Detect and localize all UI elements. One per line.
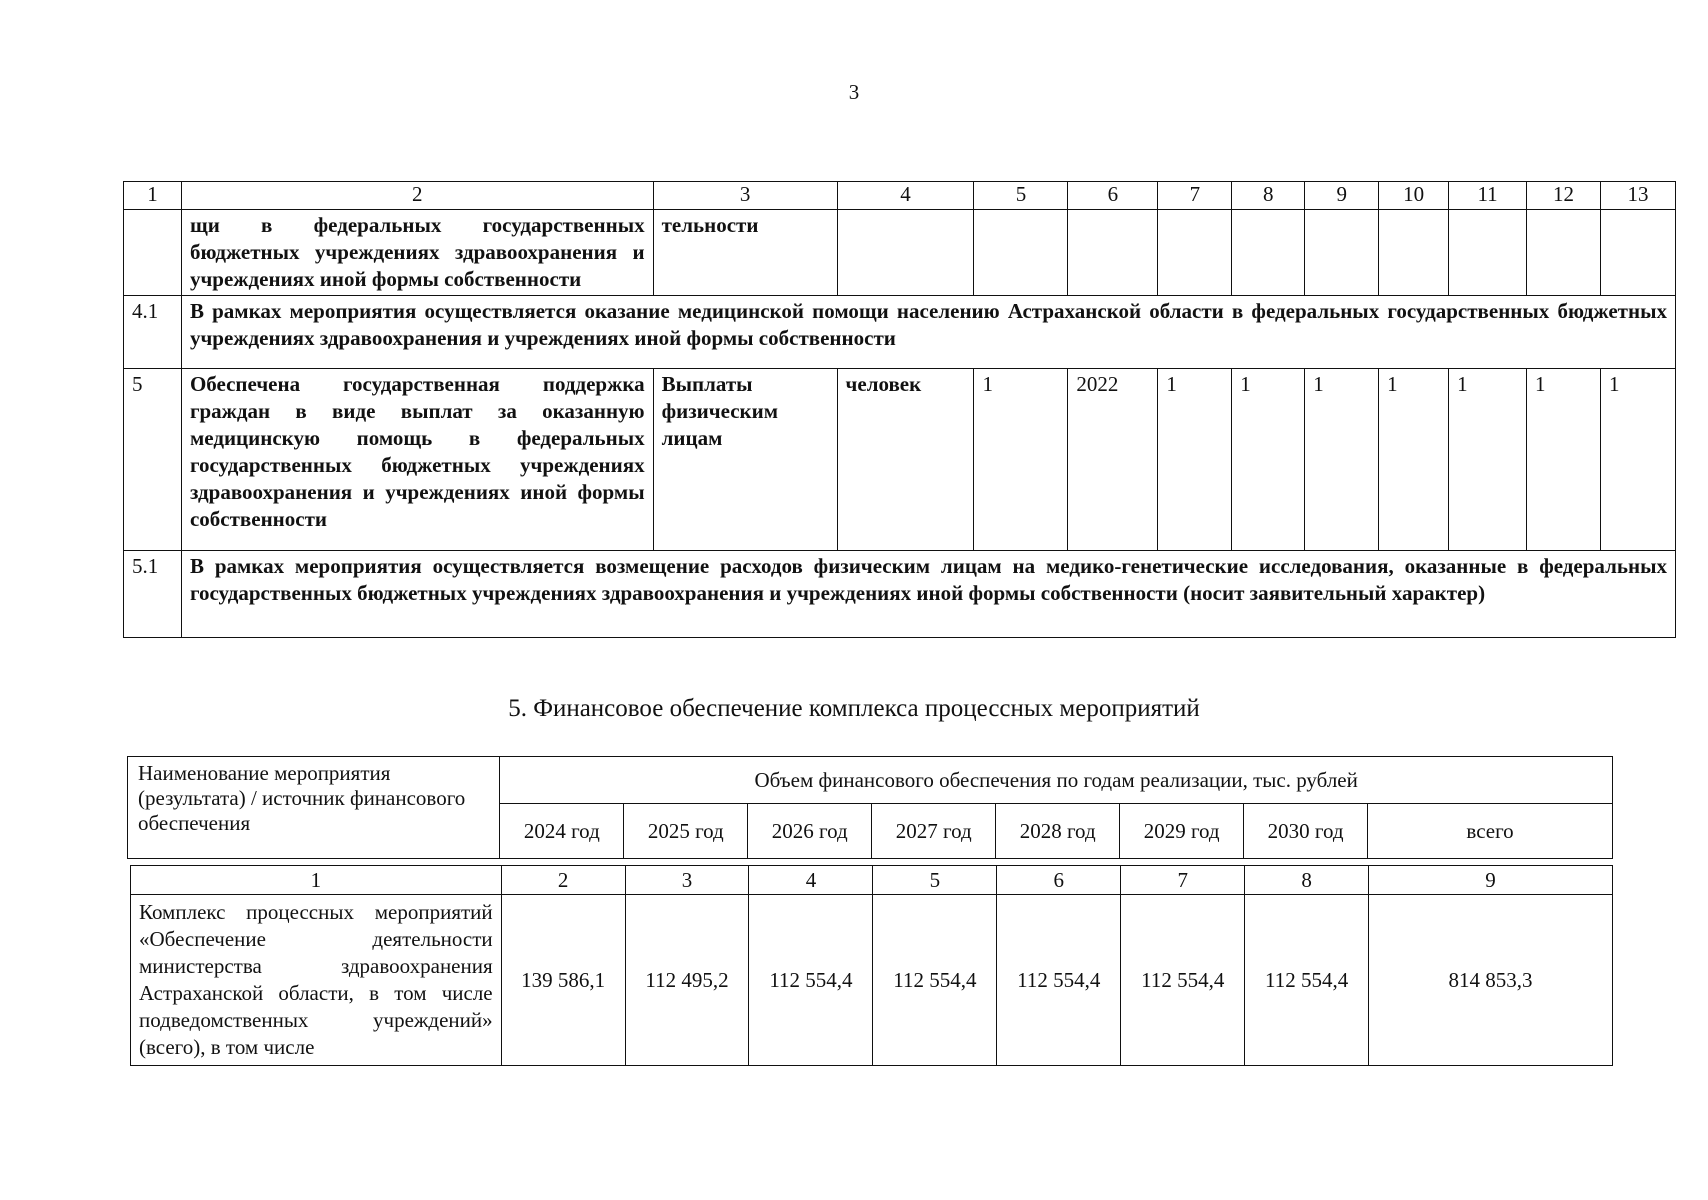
column-number: 9 xyxy=(1369,866,1613,895)
year-header: 2027 год xyxy=(872,804,996,859)
column-number: 8 xyxy=(1232,182,1305,210)
column-number: 3 xyxy=(625,866,749,895)
column-number: 4 xyxy=(837,182,974,210)
year-header: 2030 год xyxy=(1244,804,1368,859)
column-number: 13 xyxy=(1600,182,1675,210)
table-row xyxy=(124,369,1676,551)
amount-cell: 112 554,4 xyxy=(873,895,997,1066)
column-number: 3 xyxy=(653,182,837,210)
column-number: 4 xyxy=(749,866,873,895)
year-header: 2025 год xyxy=(624,804,748,859)
table-row xyxy=(124,296,1676,369)
column-number: 10 xyxy=(1379,182,1449,210)
base-value: 1 xyxy=(974,369,1068,551)
section-title: 5. Финансовое обеспечение комплекса процессных мероприятий xyxy=(508,695,1200,722)
financing-header-table xyxy=(127,756,1613,859)
result-type: Выплаты физическим лицам xyxy=(653,369,837,551)
column-number: 6 xyxy=(1068,182,1158,210)
amount-cell: 112 554,4 xyxy=(997,895,1121,1066)
indicators-table-continued xyxy=(123,181,1676,638)
column-number: 8 xyxy=(1245,866,1369,895)
table-row xyxy=(131,895,1613,1066)
column-number: 12 xyxy=(1527,182,1601,210)
program-name: Комплекс процессных мероприятий «Обеспечение деятельности министерства здравоохранения Астраханской области, в том числе подведомственных учреждений» (всего), в том числе xyxy=(131,895,502,1066)
value-cell: 1 xyxy=(1232,369,1305,551)
column-number: 7 xyxy=(1158,182,1232,210)
value-cell: 1 xyxy=(1305,369,1379,551)
financing-table xyxy=(130,865,1613,1066)
total-header: всего xyxy=(1368,804,1613,859)
column-number: 6 xyxy=(997,866,1121,895)
value-cell: 1 xyxy=(1600,369,1675,551)
column-number: 5 xyxy=(974,182,1068,210)
value-cell: 1 xyxy=(1158,369,1232,551)
table-row xyxy=(124,210,1676,296)
financing-group-header: Объем финансового обеспечения по годам реализации, тыс. рублей xyxy=(500,757,1613,804)
name-column-header: Наименование мероприятия (результата) / источник финансового обеспечения xyxy=(128,757,500,859)
year-header: 2026 год xyxy=(748,804,872,859)
amount-cell: 112 554,4 xyxy=(749,895,873,1066)
table-header-row xyxy=(124,182,1676,210)
continued-cell-name: щи в федеральных государственных бюджетных учреждениях здравоохранения и учреждениях иной формы собственности xyxy=(181,210,653,296)
column-number: 11 xyxy=(1449,182,1527,210)
column-number: 5 xyxy=(873,866,997,895)
continued-cell-type: тельности xyxy=(653,210,837,296)
result-name: Обеспечена государственная поддержка граждан в виде выплат за оказанную медицинскую помощь в федеральных государственных бюджетных учреждениях здравоохранения и учреждениях иной формы собственности xyxy=(181,369,653,551)
amount-cell: 112 495,2 xyxy=(625,895,749,1066)
value-cell: 1 xyxy=(1379,369,1449,551)
column-number: 9 xyxy=(1305,182,1379,210)
total-amount-cell: 814 853,3 xyxy=(1369,895,1613,1066)
value-cell: 1 xyxy=(1527,369,1601,551)
column-number: 7 xyxy=(1121,866,1245,895)
amount-cell: 139 586,1 xyxy=(501,895,625,1066)
measure-description: В рамках мероприятия осуществляется возмещение расходов физическим лицам на медико-генетические исследования, оказанные в федеральных государственных бюджетных учреждениях здравоохранения и учреждениях иной формы собственности (носит заявительный характер) xyxy=(181,551,1675,638)
row-number: 5 xyxy=(124,369,182,551)
table-header-row xyxy=(131,866,1613,895)
column-number: 1 xyxy=(124,182,182,210)
row-number: 4.1 xyxy=(124,296,182,369)
unit: человек xyxy=(837,369,974,551)
row-number: 5.1 xyxy=(124,551,182,638)
page-number: 3 xyxy=(848,80,860,104)
column-number: 2 xyxy=(501,866,625,895)
value-cell: 1 xyxy=(1449,369,1527,551)
measure-description: В рамках мероприятия осуществляется оказание медицинской помощи населению Астраханской области в федеральных государственных бюджетных учреждениях здравоохранения и учреждениях иной формы собственности xyxy=(181,296,1675,369)
year-header: 2029 год xyxy=(1120,804,1244,859)
year-header: 2024 год xyxy=(500,804,624,859)
table-row xyxy=(124,551,1676,638)
column-number: 2 xyxy=(181,182,653,210)
column-number: 1 xyxy=(131,866,502,895)
amount-cell: 112 554,4 xyxy=(1245,895,1369,1066)
amount-cell: 112 554,4 xyxy=(1121,895,1245,1066)
base-year: 2022 xyxy=(1068,369,1158,551)
year-header: 2028 год xyxy=(996,804,1120,859)
